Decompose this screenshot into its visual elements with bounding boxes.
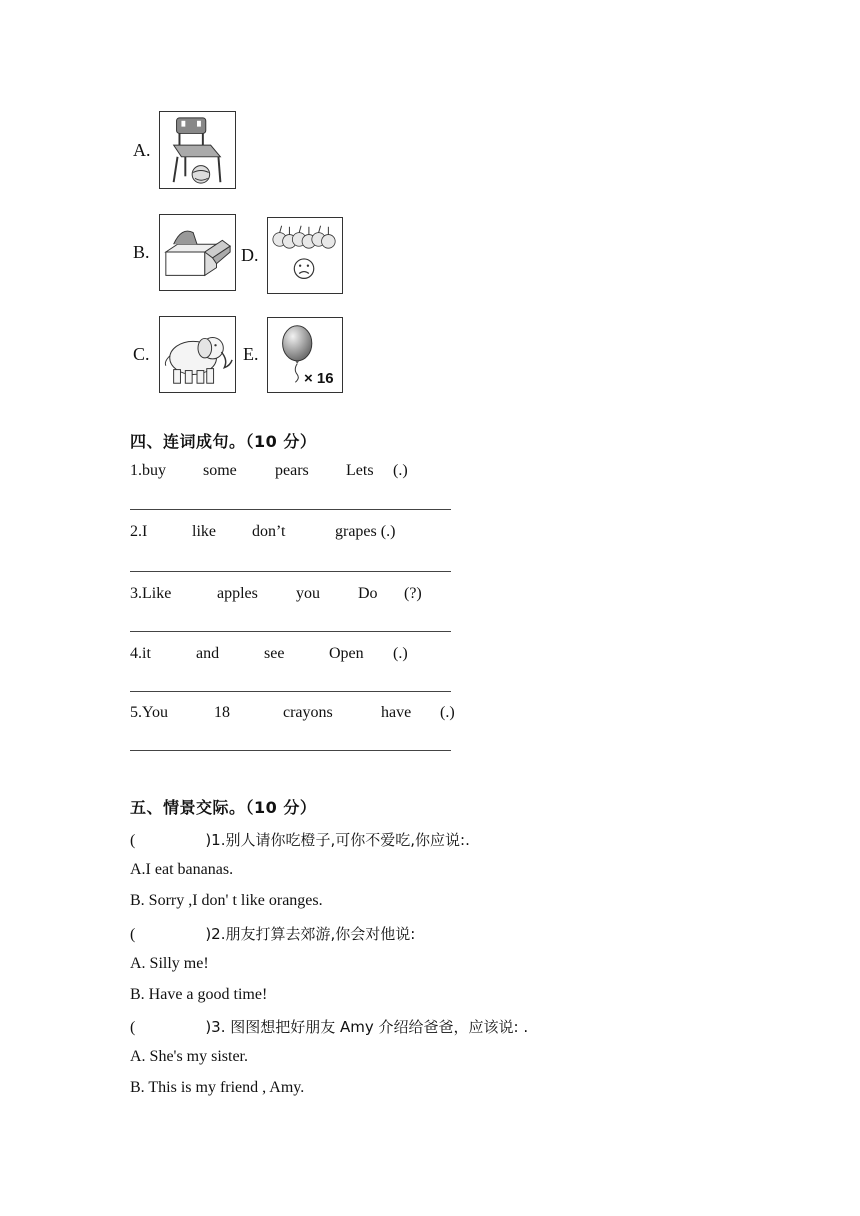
question-2-option-b[interactable]: B. Have a good time! xyxy=(130,986,268,1003)
question-3-text: )3. 图图想把好朋友 Amy 介绍给爸爸，应该说: . xyxy=(205,1018,529,1036)
balloon-picture xyxy=(267,317,343,393)
box-picture xyxy=(159,214,236,291)
answer-paren-open[interactable]: ( xyxy=(130,1019,136,1036)
section-4-heading: 四、连词成句。（10 分） xyxy=(130,432,317,451)
answer-paren-open[interactable]: ( xyxy=(130,832,136,849)
chair-ball-picture xyxy=(159,111,236,189)
word: see xyxy=(264,645,285,662)
answer-line-4[interactable] xyxy=(130,691,451,692)
answer-line-5[interactable] xyxy=(130,750,451,751)
word: (.) xyxy=(393,645,408,662)
question-1-option-b[interactable]: B. Sorry ,I don' t like oranges. xyxy=(130,892,323,909)
balloon-count-label: × 16 xyxy=(304,370,334,387)
option-label-c: C. xyxy=(133,344,150,364)
pears-sad-face-picture xyxy=(267,217,343,294)
word: grapes (.) xyxy=(335,523,396,540)
section-5-heading: 五、情景交际。（10 分） xyxy=(130,798,317,817)
word: crayons xyxy=(283,704,333,721)
word: Lets xyxy=(346,462,374,479)
elephant-picture xyxy=(159,316,236,393)
option-label-d: D. xyxy=(241,245,259,265)
question-1 xyxy=(130,829,470,850)
word: 4.it xyxy=(130,645,151,662)
word: 1.buy xyxy=(130,462,166,479)
word: like xyxy=(192,523,216,540)
word: (?) xyxy=(404,585,422,602)
question-3-option-b[interactable]: B. This is my friend , Amy. xyxy=(130,1079,305,1096)
word: (.) xyxy=(440,704,455,721)
word: 3.Like xyxy=(130,585,172,602)
word: Open xyxy=(329,645,364,662)
option-label-a: A. xyxy=(133,140,151,160)
answer-line-2[interactable] xyxy=(130,571,451,572)
question-3 xyxy=(130,1016,528,1037)
word: 5.You xyxy=(130,704,168,721)
word: pears xyxy=(275,462,309,479)
word: apples xyxy=(217,585,258,602)
sentence-item-4 xyxy=(130,645,460,667)
word: Do xyxy=(358,585,378,602)
answer-paren-open[interactable]: ( xyxy=(130,926,136,943)
word: you xyxy=(296,585,320,602)
word: some xyxy=(203,462,237,479)
word: and xyxy=(196,645,220,662)
question-3-option-a[interactable]: A. She's my sister. xyxy=(130,1048,248,1065)
answer-line-3[interactable] xyxy=(130,631,451,632)
sentence-item-5 xyxy=(130,704,470,726)
answer-line-1[interactable] xyxy=(130,509,451,510)
question-2 xyxy=(130,923,415,944)
question-2-option-a[interactable]: A. Silly me! xyxy=(130,955,209,972)
option-label-e: E. xyxy=(243,344,259,364)
word: 2.I xyxy=(130,523,148,540)
question-1-option-a[interactable]: A.I eat bananas. xyxy=(130,861,234,878)
option-label-b: B. xyxy=(133,242,150,262)
word: have xyxy=(381,704,412,721)
sentence-item-2 xyxy=(130,523,460,545)
sentence-item-3 xyxy=(130,585,460,607)
question-2-text: )2.朋友打算去郊游,你会对他说: xyxy=(205,925,416,943)
word: 18 xyxy=(214,704,230,721)
question-1-text: )1.别人请你吃橙子,可你不爱吃,你应说:. xyxy=(205,831,470,849)
word: (.) xyxy=(393,462,408,479)
word: don’t xyxy=(252,523,286,540)
sentence-item-1 xyxy=(130,462,460,484)
